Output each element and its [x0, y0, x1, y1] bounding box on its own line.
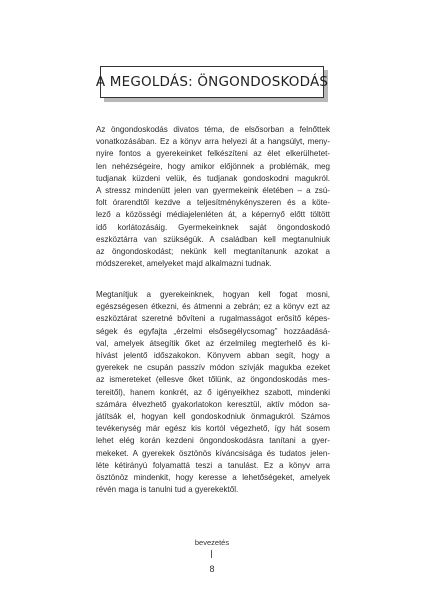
- footer-section-label: bevezetés: [194, 538, 230, 547]
- text-line: folt órarendtől kezdve a teljesítménykényszeren és a köte-: [96, 198, 330, 208]
- text-line: val, amelyek átsegítik őket az érzelmileg megterhelő és ki-: [96, 338, 330, 348]
- footer-divider: [211, 550, 212, 558]
- text-line: nyire fontos a gyerekeinket felkészíteni az élet elkerülhetet-: [96, 149, 330, 159]
- text-line: eszköztárra van szükségük. A családban kell megtanulniuk: [96, 234, 330, 244]
- text-line: len nehézségeire, hogy amikor előjönnek a problémák, meg: [96, 161, 330, 171]
- text-line: mekeket. A gyerekek ösztönös kíváncsisága és tudatos jelen-: [96, 448, 330, 458]
- paragraph-1: [96, 124, 330, 270]
- text-line: hívást jelentő időszakokon. Könyvem abban segít, hogy a: [96, 351, 330, 361]
- text-line: ségek és egyfajta „érzelmi elsősegélycsomag” hozzáadásá-: [96, 326, 330, 336]
- text-line: lező a közösségi médiajelenléten át, a képernyő előtt töltött: [96, 210, 330, 220]
- text-line: révén maga is tanulni tud a gyerekektől.: [96, 485, 239, 495]
- text-line: ösztönöz mindenkit, hogy keresse a lehetőségeket, amelyek: [96, 473, 330, 483]
- chapter-title: A MEGOLDÁS: ÖNGONDOSKODÁS: [95, 74, 329, 90]
- text-line: tereitől), hanem konkrét, az ő igényeikhez szabott, mindenki: [96, 387, 330, 397]
- text-line: az öngondoskodást; nekünk kell megtanítanunk azokat a: [96, 247, 330, 257]
- text-line: lehet elég korán kezdeni öngondoskodásra tanítani a gyer-: [96, 436, 330, 446]
- text-line: léte kétirányú folyamattá teszi a tanulást. Ez a könyv arra: [96, 460, 330, 470]
- text-line: eszköztárat szeretné bővíteni a rugalmasságot erősítő képes-: [96, 314, 330, 324]
- text-line: tevékenység már egész kis kortól végezhető, így hát sosem: [96, 424, 330, 434]
- text-line: Az öngondoskodás divatos téma, de elsősorban a felnőttek: [96, 125, 330, 134]
- text-line: tudjanak küzdeni velük, és tudjanak gondoskodni magukról.: [96, 173, 330, 183]
- text-line: módszereket, amelyeket majd alkalmazni tudnak.: [96, 259, 272, 269]
- text-line: számára élvezhető gyakorlatokon keresztül, aktív módon sa-: [96, 399, 330, 409]
- page-number: 8: [209, 564, 215, 574]
- text-line: játítsák el, hogyan kell gondoskodniuk önmagukról. Számos: [96, 412, 330, 422]
- text-line: gyerekek ne csupán passzív módon szívják magukba ezeket: [96, 363, 330, 373]
- text-line: A stressz mindenütt jelen van gyermekeink életében – a zsú-: [96, 186, 330, 196]
- text-line: Megtanítjuk a gyerekeinknek, hogyan kell fogat mosni,: [96, 290, 330, 299]
- chapter-title-box: [95, 66, 329, 98]
- text-line: egészségesen étkezni, és átmenni a zebrán; ez a könyv ezt az: [96, 302, 330, 312]
- text-line: vonatkozásában. Ez a könyv arra helyezi át a hangsúlyt, meny-: [96, 137, 330, 147]
- text-line: az ismereteket (ellesve őket tőlünk, az öngondoskodás mes-: [96, 375, 330, 385]
- paragraph-2: [96, 289, 330, 496]
- text-line: idő korlátozásáig. Gyermekeinknek saját öngondoskodó: [96, 222, 330, 232]
